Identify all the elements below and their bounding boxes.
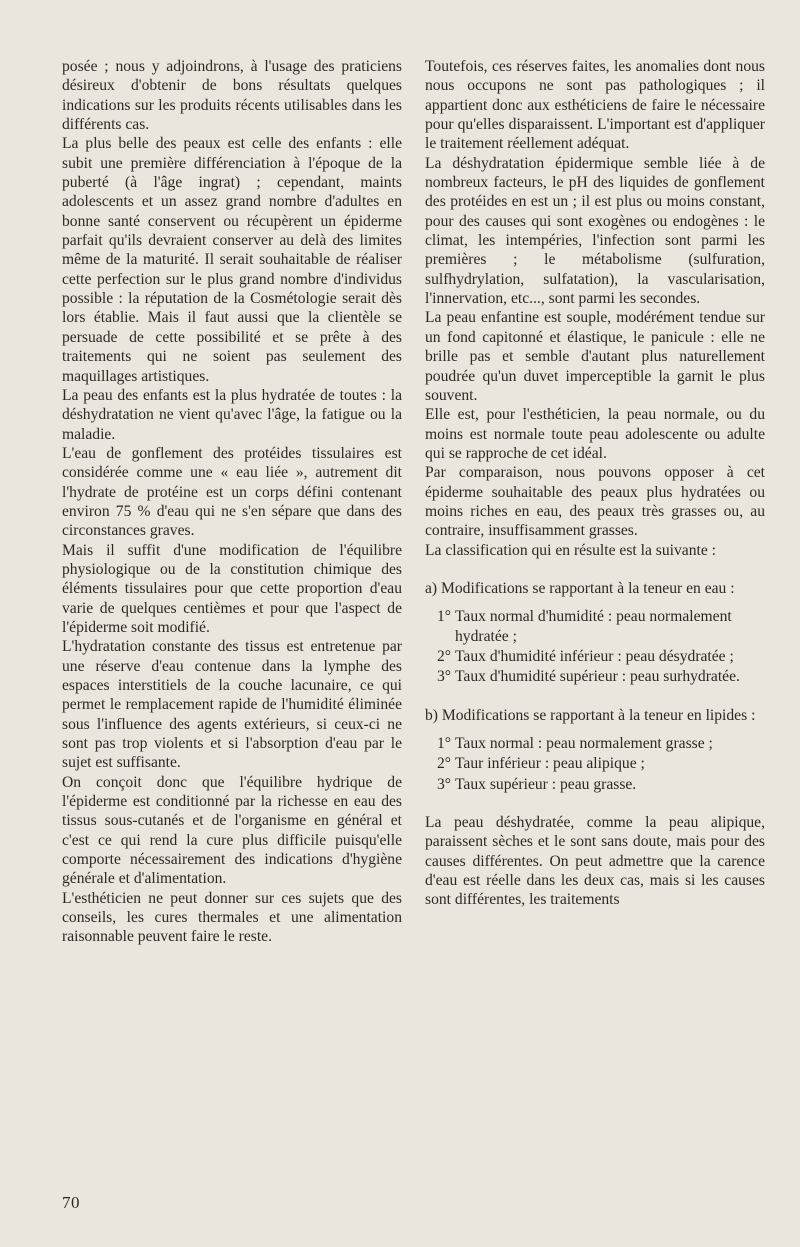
list-item	[425, 667, 765, 686]
paragraph: La classification qui en résulte est la suivante :	[425, 541, 716, 559]
paragraph: L'eau de gonflement des protéides tissulaires est considérée comme une « eau liée », autrement dit l'hydrate de protéine est un corps défini contenant environ 75 % d'eau qui ne s'en sépare que dans des circonstances graves.	[62, 444, 402, 540]
paragraph: Par comparaison, nous pouvons opposer à cet épiderme souhaitable des peaux plus hydratées ou moins riches en eau, des peaux très grasses ou, au contraire, insuffisamment grasses.	[425, 464, 765, 540]
list-item	[425, 754, 765, 773]
list-text: Taux normal : peau normalement grasse ;	[455, 735, 713, 752]
paragraph: posée ; nous y adjoindrons, à l'usage des praticiens désireux d'obtenir de bons résultats quelques indications sur les produits récents utilisables dans les différents cas.	[62, 58, 402, 134]
list-number: 3°	[437, 668, 452, 686]
paragraph: Mais il suffit d'une modification de l'équilibre physiologique ou de la constitution chimique des éléments tissulaires pour que cette proportion d'eau varie de quelques centièmes et pour que l'aspect de l'épiderme soit modifié.	[62, 541, 402, 636]
section-b-intro: b) Modifications se rapportant à la teneur en lipides :	[425, 706, 756, 724]
section-b-list	[425, 734, 765, 794]
list-text: Taux normal d'humidité : peau normalement hydratée ;	[455, 608, 732, 645]
right-column	[425, 57, 765, 910]
list-text: Taux d'humidité supérieur : peau surhydratée.	[455, 668, 740, 686]
list-number: 2°	[437, 647, 452, 665]
paragraph: Elle est, pour l'esthéticien, la peau normale, ou du moins est normale toute peau adolescente ou adulte qui se rapproche de cet idéal.	[425, 406, 765, 462]
paragraph: Toutefois, ces réserves faites, les anomalies dont nous nous occupons ne sont pas pathologiques ; il appartient donc aux esthéticiens de faire le nécessaire pour qu'elles disparaissent. L'important est d'appliquer le traitement réellement adéquat.	[425, 58, 765, 153]
paragraph: La plus belle des peaux est celle des enfants : elle subit une première différenciation à l'époque de la puberté (à l'âge ingrat) ; cependant, maints adolescents et un assez grand nombre d'adultes en bonne santé conservent ou récupèrent un épiderme parfait qu'ils devraient conserver au delà des limites même de la maturité. Il serait souhaitable de réaliser cette perfection sur le plus grand nombre d'individus possible : la réputation de la Cosmétologie serait dès lors établie. Mais il faut aussi que la clientèle se persuade de cette possibilité et se prête à des traitements qui ne soient pas seulement des maquillages artistiques.	[62, 135, 402, 385]
list-number: 1°	[437, 608, 452, 626]
paragraph: On conçoit donc que l'équilibre hydrique de l'épiderme est conditionné par la richesse en eau des tissus sous-cutanés et de l'organisme en général et c'est ce qui rend la cure plus difficile puisqu'elle comporte nécessairement des indications d'hygiène générale et d'alimentation.	[62, 773, 402, 888]
left-column	[62, 57, 402, 947]
paragraph: L'hydratation constante des tissus est entretenue par une réserve d'eau contenue dans la lymphe des espaces interstitiels de la couche lacunaire, ce qui permet le remplacement rapide de l'humidité éliminée sous l'influence des agents extérieurs, si ceux-ci ne sont pas trop violents et si l'absorption d'eau par le sujet est suffisante.	[62, 638, 402, 772]
list-number: 1°	[437, 735, 452, 752]
list-item	[425, 647, 765, 666]
list-item	[425, 734, 765, 753]
paragraph: L'esthéticien ne peut donner sur ces sujets que des conseils, les cures thermales et une alimentation raisonnable peuvent faire le reste.	[62, 889, 402, 946]
list-item	[425, 607, 765, 646]
list-text: Taux supérieur : peau grasse.	[455, 775, 637, 793]
list-item	[425, 775, 765, 794]
list-text: Taux d'humidité inférieur : peau désydratée ;	[455, 647, 734, 665]
list-number: 2°	[437, 755, 452, 773]
list-text: Taur inférieur : peau alipique ;	[455, 755, 645, 773]
paragraph: La peau déshydratée, comme la peau alipique, paraissent sèches et le sont sans doute, mais pour des causes différentes. On peut admettre que la carence d'eau est réelle dans les deux cas, mais si les causes sont différentes, les traitements	[425, 814, 765, 909]
page-number: 70	[62, 1193, 80, 1212]
section-a-intro: a) Modifications se rapportant à la teneur en eau :	[425, 579, 735, 597]
section-a-list	[425, 607, 765, 686]
paragraph: La peau enfantine est souple, modérément tendue sur un fond capitonné et élastique, le panicule : elle ne brille pas et semble d'autant plus naturellement poudrée qu'un duvet imperceptible la garnit le plus souvent.	[425, 309, 765, 404]
list-number: 3°	[437, 775, 452, 793]
paragraph: La peau des enfants est la plus hydratée de toutes : la déshydratation ne vient qu'avec l'âge, la fatigue ou la maladie.	[62, 386, 402, 443]
paragraph: La déshydratation épidermique semble liée à de nombreux facteurs, le pH des liquides de gonflement des protéides en est un ; il est plus ou moins constant, pour des causes qui sont exogènes ou endogènes : le climat, les intempéries, l'infection sont parmi les premières ; le métabolisme (sulfuration, sulfhydrylation, sulfatation), la vascularisation, l'innervation, etc..., sont parmi les secondes.	[425, 154, 765, 308]
